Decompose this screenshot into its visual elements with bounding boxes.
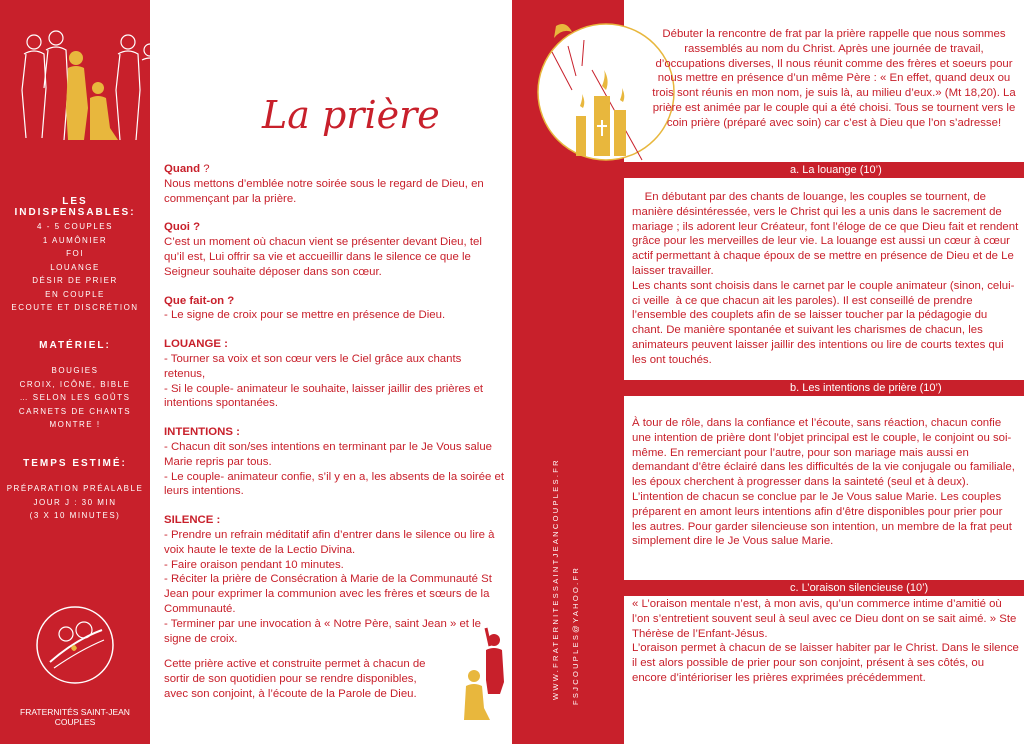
logo-line: FRATERNITÉS SAINT-JEAN (20, 707, 130, 717)
paragraph: À tour de rôle, dans la confiance et l’écoute, sans réaction, chacun confie une intention de prière dont l’objet principal est le couple, le conjoint ou soi-même. En remerciant pour l’autre, pour son mariage mais aussi en demandant d’être éclairé dans les difficultés de la vie conjugale ou familiale, les époux cherchent à progresser dans la sainteté (seul et à deux). (632, 417, 1015, 489)
list-item: 1 AUMÔNIER (42, 235, 108, 245)
heading-suffix: ? (200, 163, 210, 175)
list-item: MONTRE ! (49, 420, 101, 429)
paragraph: En débutant par des chants de louange, les couples se tournent, de manière désintéressée, vers le Christ qui les a unis dans le sacrement de mariage ; ils adorent leur Créateur, font l’éloge de ce que Dieu fait et rendent grâce pour les merveilles de leur vie. La louange est aussi un cœur à cœur actif permettant à chaque époux de se mettre en présence de Dieu et de Le laisser travailler. (632, 191, 1022, 277)
section-bar-louange (624, 162, 1024, 178)
paragraph: - Le signe de croix pour se mettre en présence de Dieu. (164, 309, 446, 322)
section-title: b. Les intentions de prière (10’) (790, 382, 942, 394)
paragraph: - Tourner sa voix et son cœur vers le Ciel grâce aux chants retenus, (164, 352, 462, 380)
page-title: La prière (262, 93, 440, 137)
section-bar-intentions (624, 380, 1024, 396)
closing-line: avec son conjoint, à l’écoute de la Parole de Dieu. (164, 687, 417, 700)
logo-line: COUPLES (54, 717, 96, 727)
paragraph: - Réciter la prière de Consécration à Marie de la Communauté St Jean pour exprimer la communion avec les frères et sœurs de la Communauté. (164, 573, 492, 615)
paragraph: - Terminer par une invocation à « Notre Père, saint Jean » et le signe de croix. (164, 617, 482, 645)
fraternites-logo (30, 600, 120, 690)
list-item: BOUGIES (51, 366, 99, 375)
paragraph: « L’oraison mentale n’est, à mon avis, qu’un commerce intime d’amitié où l’on s’entretient souvent seul à seul avec ce Dieu dont on se sait aimé. » Ste Thérèse de l’Enfant-Jésus. (632, 598, 1017, 640)
paragraph: Nous mettons d’emblée notre soirée sous le regard de Dieu, en commençant par la prière. (164, 177, 484, 205)
materiel-list (0, 364, 150, 432)
logo-caption (0, 707, 150, 727)
list-item: PRÉPARATION PRÉALABLE (6, 484, 144, 493)
temps-heading: TEMPS ESTIMÉ: (23, 458, 127, 469)
list-item: (3 X 10 MINUTES) (29, 511, 121, 520)
section-title: c. L’oraison silencieuse (10’) (790, 582, 929, 594)
list-item: 4 - 5 COUPLES (37, 222, 113, 231)
family-silhouettes-illustration (10, 28, 195, 150)
indispensables-heading: LES INDISPENSABLES: (14, 196, 136, 218)
materiel-heading: MATÉRIEL: (39, 340, 111, 351)
heading-que-fait-on: Que fait-on ? (164, 294, 235, 307)
praying-children-illustration (456, 620, 512, 724)
intro-paragraph: Débuter la rencontre de frat par la prière rappelle que nous sommes rassemblés au nom du Christ. Après une journée de travail, d’occupations diverses, Il nous réunit comme des frères et soeurs pour nous mettre en présence d’un même Père : « En effet, quand deux ou trois sont réunis en mon nom, je suis là, au milieu d’eux.» (Mt 18,20). La prière est animée par le couple qui a été choisi. Tous se tournent vers le coin prière (préparé avec soin) car c’est à Dieu que l’on s’adresse! (652, 28, 1016, 129)
website-vertical-text: WWW.FRATERNITESSAINTJEANCOUPLES.FR (551, 458, 560, 700)
left-column-text (164, 162, 504, 660)
section-louange-text (632, 190, 1020, 368)
heading-quoi: Quoi ? (164, 221, 201, 234)
heading-quand: Quand (164, 163, 201, 175)
list-item: ECOUTE ET DISCRÉTION (11, 303, 139, 312)
paragraph: L’intention de chacun se conclue par le Je Vous salue Marie. Les couples préparent en amont leurs intentions afin d’être disponibles pour prier pour les autres. Pour garder silencieuse son intention, un membre de la frat peut simplement dire le Je Vous salue Marie. (632, 490, 1012, 548)
paragraph: - Prendre un refrain méditatif afin d’entrer dans le silence ou lire à voix haute le texte de la Lectio Divina. (164, 528, 495, 556)
closing-text (164, 657, 464, 701)
list-item: FOI (66, 249, 84, 258)
list-item: LOUANGE (50, 262, 100, 272)
paragraph: Les chants sont choisis dans le carnet par le couple animateur (sinon, celui-ci veille à ce que chacun ait les paroles). Il est conseillé de prendre l’ensemble des couplets afin de se laisser toucher par la pédagogie du chant. De manière spontanée et suivant les charismes de chacun, les animateurs peuvent laisser jaillir des intentions ou lire de courts textes qui les ont touchés. (632, 279, 1015, 366)
paragraph: - Chacun dit son/ses intentions en terminant par le Je Vous salue Marie repris par tous. (164, 440, 492, 468)
list-item: CARNETS DE CHANTS (18, 406, 132, 416)
list-item: DÉSIR DE PRIER (32, 276, 118, 285)
section-bar-oraison (624, 580, 1024, 596)
list-item: … SELON LES GOÛTS (19, 393, 131, 402)
closing-line: sortir de son quotidien pour se rendre disponibles, (164, 672, 417, 685)
paragraph: L’oraison permet à chacun de se laisser habiter par le Christ. Dans le silence il est alors possible de prier pour son conjoint, présent à ses côtés, ou encore d’intérioriser les prières exprimées précédemment. (632, 642, 1019, 684)
section-intentions-text (632, 416, 1020, 549)
heading-louange: LOUANGE : (164, 338, 228, 351)
section-title: a. La louange (10’) (790, 164, 882, 176)
section-oraison-text (632, 597, 1020, 686)
list-item: CROIX, ICÔNE, BIBLE (19, 379, 131, 389)
heading-silence: SILENCE : (164, 514, 221, 527)
paragraph: C’est un moment où chacun vient se présenter devant Dieu, tel qu’il est, Lui offrir sa vie et accueillir dans le silence ce que le Seigneur souhaite déposer dans son cœur. (164, 236, 482, 278)
paragraph: - Faire oraison pendant 10 minutes. (164, 558, 344, 571)
indispensables-list (0, 220, 150, 315)
list-item: JOUR J : 30 MIN (33, 497, 117, 507)
heading-intentions: INTENTIONS : (164, 426, 240, 439)
closing-line: Cette prière active et construite permet à chacun de (164, 658, 426, 670)
paragraph: - Si le couple- animateur le souhaite, laisser jaillir des prières et intentions spontanées. (164, 382, 484, 410)
paragraph: - Le couple- animateur confie, s’il y en a, les absents de la soirée et leurs intentions. (164, 470, 505, 498)
email-vertical-text: FSJCOUPLES@YAHOO.FR (571, 565, 580, 705)
list-item: EN COUPLE (45, 289, 105, 299)
temps-list (0, 482, 150, 523)
